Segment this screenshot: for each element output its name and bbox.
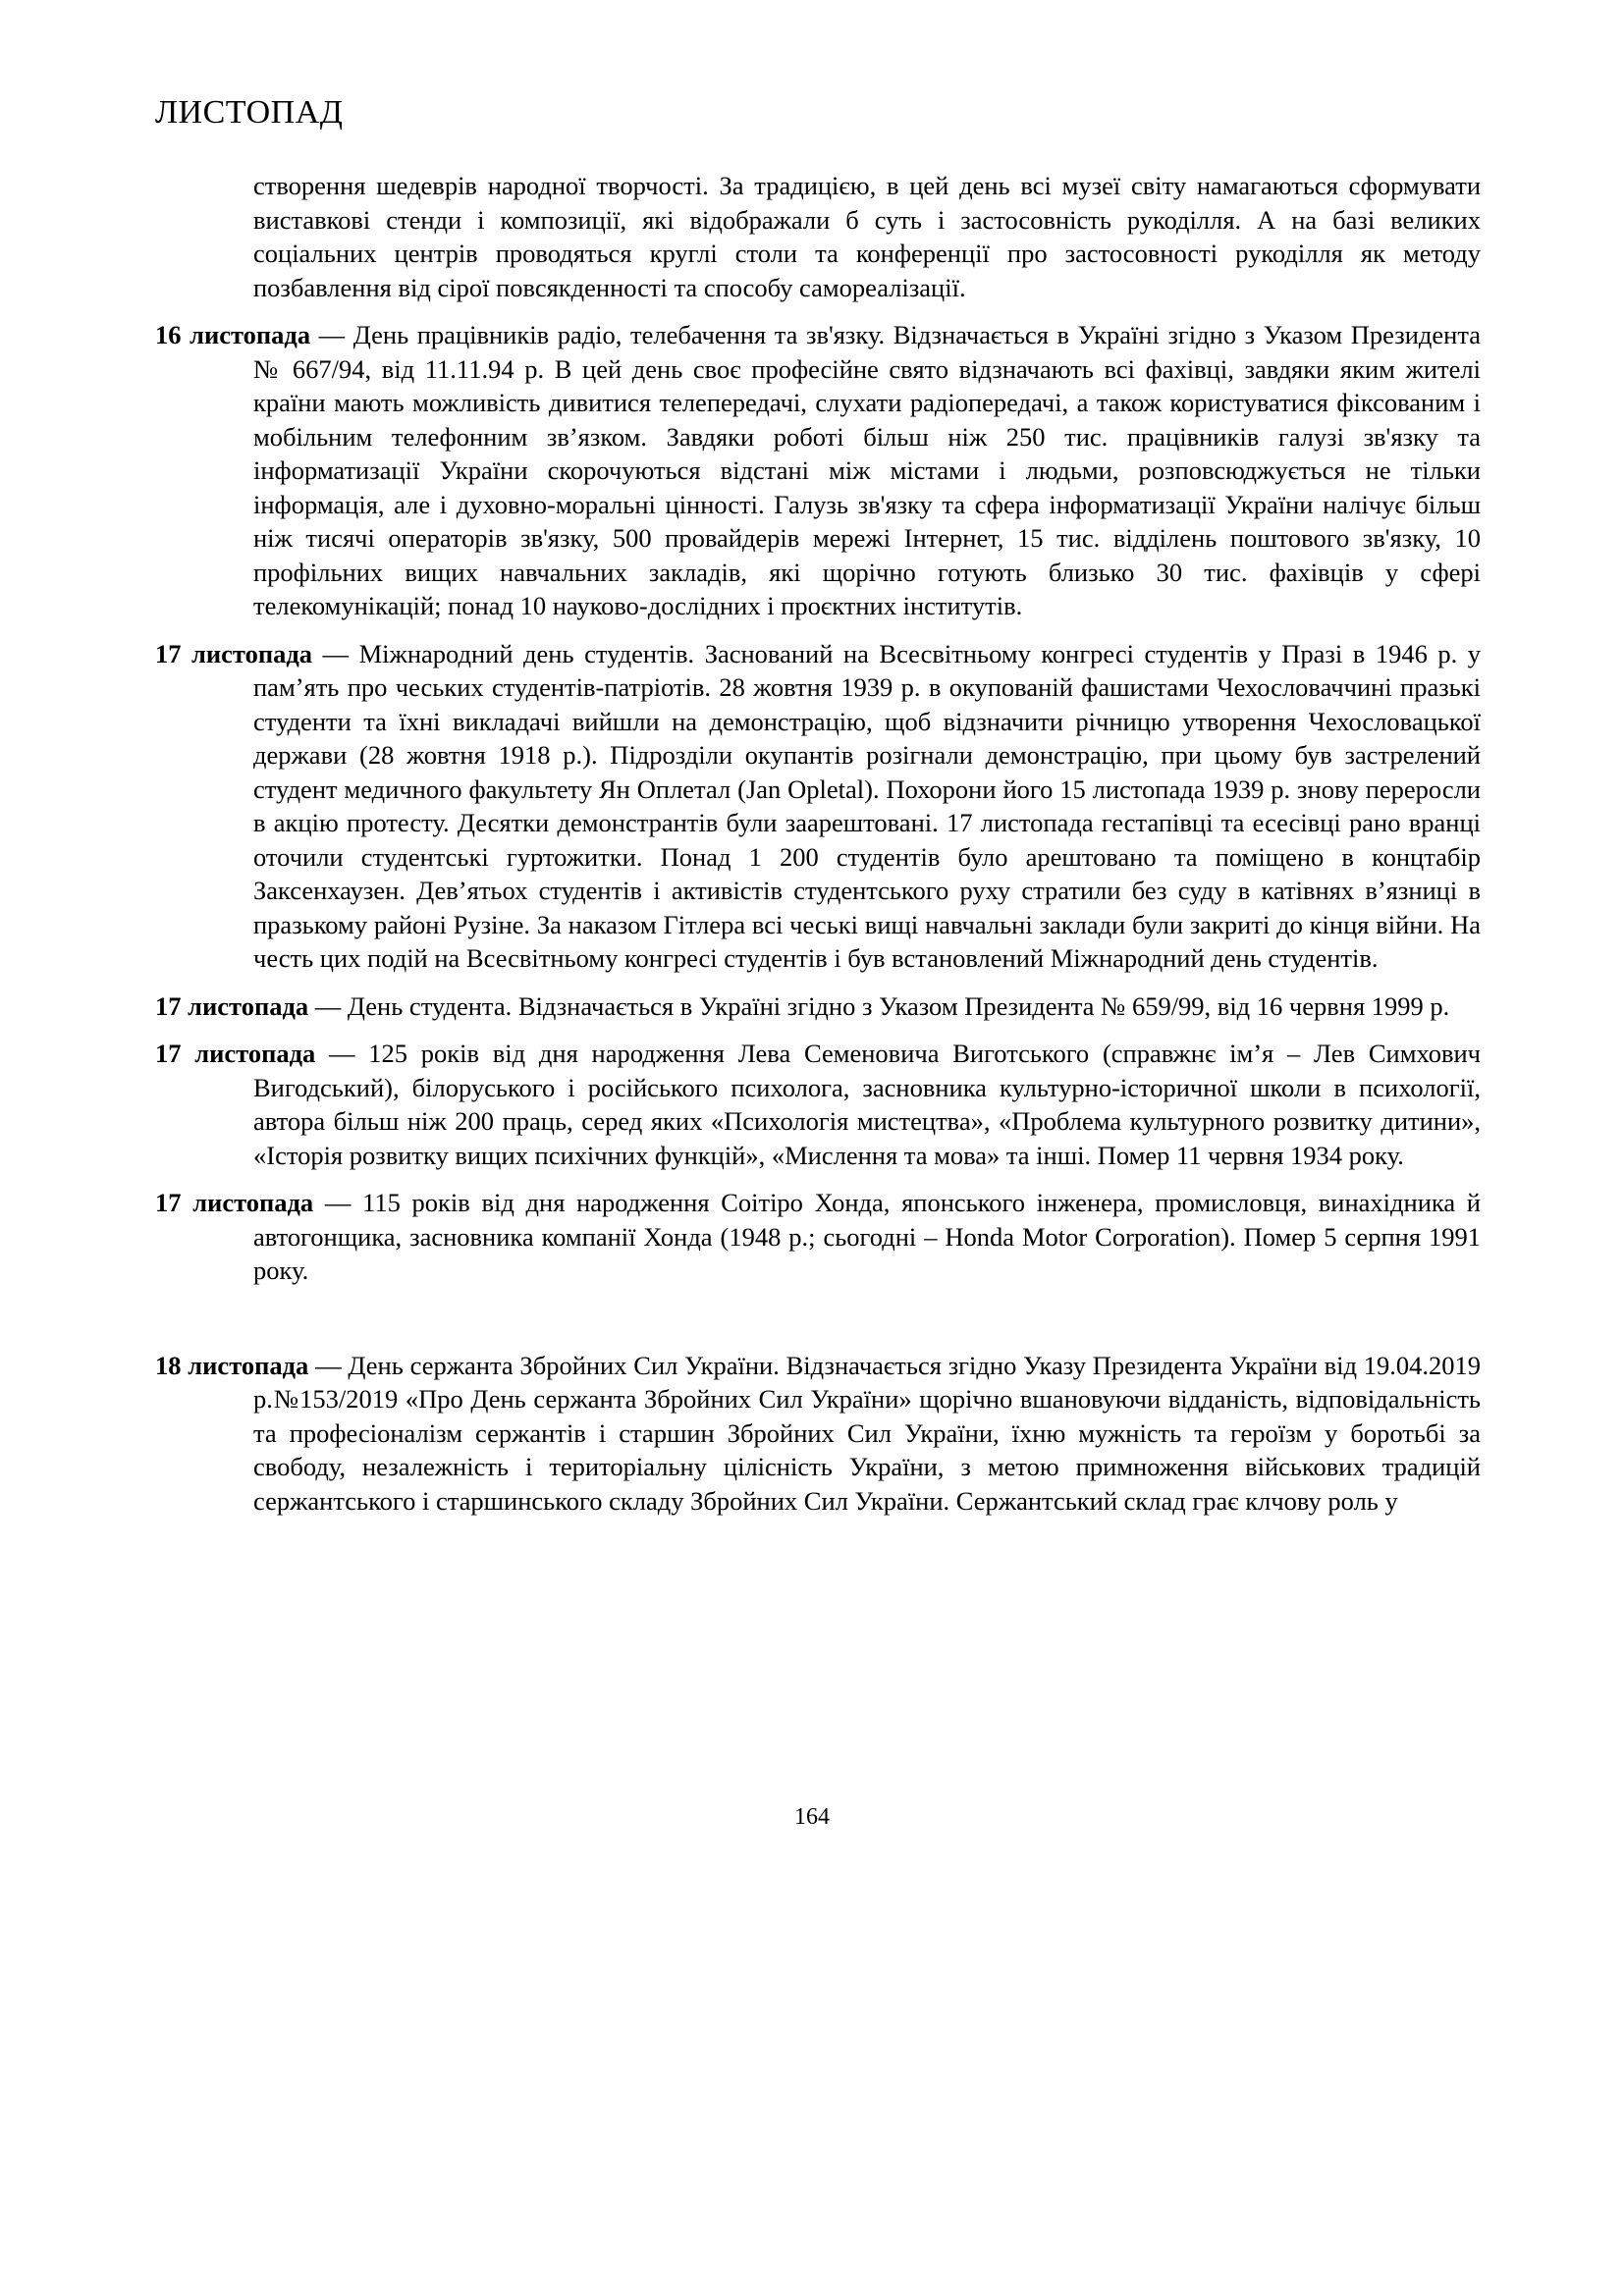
entry-text: — День студента. Відзначається в Україні згідно з Указом Президента № 659/99, від 16 червня 1999 р.	[308, 990, 1450, 1021]
entry-date: 17 листопада	[155, 638, 313, 668]
intro-continuation-paragraph: створення шедеврів народної творчості. За традицією, в цей день всі музеї світу намагаються сформувати виставкові стенди і композиції, які відображали б суть і застосовність рукоділля. А на базі великих соціальних центрів проводяться круглі столи та конференції про застосовності рукоділля як методу позбавлення від сірої повсякденності та способу самореалізації.	[253, 171, 1481, 302]
entry-international-students-day	[155, 637, 1481, 976]
running-head-month: ЛИСТОПАД	[155, 94, 344, 131]
entry-text: — День працівників радіо, телебачення та зв'язку. Відзначається в Україні згідно з Указом Президента № 667/94, від 11.11.94 р. В цей день своє професійне свято відзначають всі фахівці, завдяки яким жителі країни мають можливість дивитися телепередачі, слухати радіопередачі, а також користуватися фіксованим і мобільним телефонним зв’язком. Завдяки роботі більш ніж 250 тис. працівників галузі зв'язку та інформатизації України скорочуються відстані між містами і людьми, розповсюджується не тільки інформація, але і духовно-моральні цінності. Галузь зв'язку та сфера інформатизації України налічує більш ніж тисячі операторів зв'язку, 500 провайдерів мережі Інтернет, 15 тис. відділень поштового зв'язку, 10 профільних вищих навчальних закладів, які щорічно готують близько 30 тис. фахівців у сфері телекомунікацій; понад 10 науково-дослідних і проєктних інститутів.	[253, 320, 1481, 620]
entry-date: 17 листопада	[155, 1188, 314, 1217]
document-body	[155, 169, 1481, 1531]
entry-radio-tv-day	[155, 318, 1481, 623]
entry-honda-anniversary	[155, 1186, 1481, 1288]
entry-text: — День сержанта Збройних Сил України. Відзначається згідно Указу Президента України від 19.04.2019 р.№153/2019 «Про День сержанта Збройних Сил України» щорічно вшановуючи відданість, відповідальність та професіоналізм сержантів і старшин Збройних Сил України, їхню мужність та героїзм у боротьбі за свободу, незалежність і територіальну цілісність України, з метою примноження військових традицій сержантського і старшинського складу Збройних Сил України. Сержантський склад грає клчову роль у	[253, 1350, 1481, 1516]
entry-date: 17 листопада	[155, 990, 309, 1021]
entry-date: 16 листопада	[155, 320, 311, 349]
page-number: 164	[794, 1804, 830, 1830]
entry-date: 18 листопада	[155, 1350, 309, 1380]
entry-date: 17 листопада	[155, 1039, 316, 1068]
entry-text: — 125 років від дня народження Лева Семеновича Виготського (справжнє ім’я – Лев Симхович Вигодський), білоруського і російського психолога, засновника культурно-історичної школи в психології, автора більш ніж 200 праць, серед яких «Психологія мистецтва», «Проблема культурного розвитку дитини», «Історія розвитку вищих психічних функцій», «Мислення та мова» та інші. Помер 11 червня 1934 року.	[253, 1039, 1481, 1170]
entry-sergeant-day	[155, 1349, 1481, 1519]
entry-student-day	[155, 989, 1481, 1024]
entry-text: — Міжнародний день студентів. Заснований на Всесвітньому конгресі студентів у Празі в 1946 р. у пам’ять про чеських студентів-патріотів. 28 жовтня 1939 р. в окупованій фашистами Чехословаччині празькі студенти та їхні викладачі вийшли на демонстрацію, щоб відзначити річницю утворення Чехословацької держави (28 жовтня 1918 р.). Підрозділи окупантів розігнали демонстрацію, при цьому був застрелений студент медичного факультету Ян Оплетал (Jan Opletal). Похорони його 15 листопада 1939 р. знову переросли в акцію протесту. Десятки демонстрантів були заарештовані. 17 листопада гестапівці та есесівці рано вранці оточили студентські гуртожитки. Понад 1 200 студентів було арештовано та поміщено в концтабір Заксенхаузен. Дев’ятьох студентів і активістів студентського руху стратили без суду в катівнях в’язниці в празькому районі Рузіне. За наказом Гітлера всі чеські вищі навчальні заклади були закриті до кінця війни. На честь цих подій на Всесвітньому конгресі студентів і був встановлений Міжнародний день студентів.	[253, 638, 1481, 973]
entry-vygotsky-anniversary	[155, 1037, 1481, 1172]
section-spacer	[155, 1302, 1481, 1349]
entry-text: — 115 років від дня народження Соітіро Хонда, японського інженера, промисловця, винахідника й автогонщика, засновника компанії Хонда (1948 р.; сьогодні – Honda Motor Corporation). Помер 5 серпня 1991 року.	[253, 1188, 1481, 1285]
